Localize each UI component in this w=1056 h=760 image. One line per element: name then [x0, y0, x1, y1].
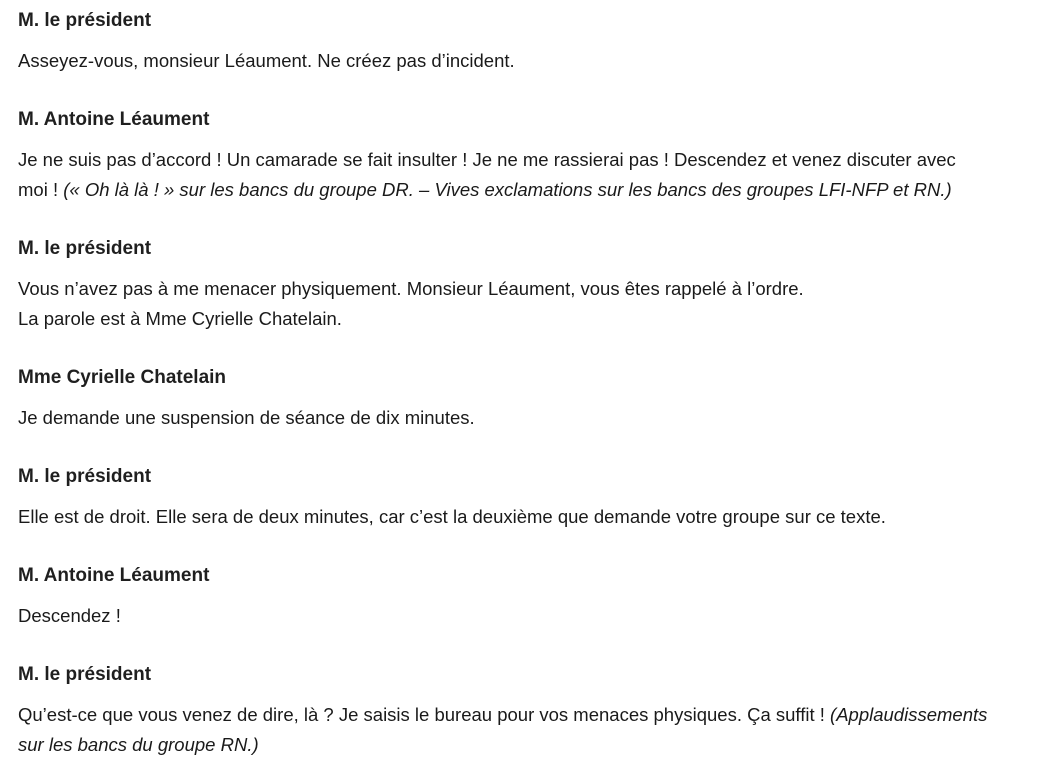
speech-text: [18, 502, 1036, 532]
speech-line: Vous n’avez pas à me menacer physiquement. Monsieur Léaument, vous êtes rappelé à l’ordre.: [18, 278, 804, 299]
speech-line: Asseyez-vous, monsieur Léaument. Ne créez pas d’incident.: [18, 50, 515, 71]
speech-line: La parole est à Mme Cyrielle Chatelain.: [18, 308, 342, 329]
transcript-entry: [18, 664, 1036, 760]
speech-line: [18, 175, 1036, 205]
speaker-name: M. le président: [18, 466, 152, 487]
speaker-name: M. le président: [18, 10, 152, 31]
speech-text: [18, 274, 1036, 334]
speech-text-fragment: Qu’est-ce que vous venez de dire, là ? Je saisis le bureau pour vos menaces physiques. Ça suffit !: [18, 704, 831, 725]
stage-direction: sur les bancs du groupe RN.): [18, 734, 259, 755]
speech-text: [18, 145, 1036, 205]
speech-line: Elle est de droit. Elle sera de deux minutes, car c’est la deuxième que demande votre groupe sur ce texte.: [18, 506, 886, 527]
speaker-name: M. le président: [18, 664, 152, 685]
speech-text: [18, 601, 1036, 631]
stage-direction: (« Oh là là ! » sur les bancs du groupe DR. – Vives exclamations sur les bancs des groupes LFI-NFP et RN.): [63, 179, 952, 200]
speech-line: [18, 700, 1036, 730]
speech-text: [18, 700, 1036, 760]
speech-text: [18, 46, 1036, 76]
speech-line: Je ne suis pas d’accord ! Un camarade se fait insulter ! Je ne me rassierai pas ! Descendez et venez discuter avec: [18, 149, 956, 170]
speech-text-fragment: moi !: [18, 179, 64, 200]
speaker-name: M. Antoine Léaument: [18, 565, 210, 586]
transcript-entry: [18, 565, 1036, 631]
transcript-entry: [18, 109, 1036, 205]
speech-line: Descendez !: [18, 605, 121, 626]
speech-line: Je demande une suspension de séance de dix minutes.: [18, 407, 475, 428]
transcript-entry: [18, 238, 1036, 334]
speech-text: [18, 403, 1036, 433]
speaker-name: Mme Cyrielle Chatelain: [18, 367, 227, 388]
speaker-name: M. le président: [18, 238, 152, 259]
transcript-entry: [18, 10, 1036, 76]
stage-direction: (Applaudissements: [830, 704, 988, 725]
transcript-entry: [18, 367, 1036, 433]
speaker-name: M. Antoine Léaument: [18, 109, 210, 130]
transcript-entry: [18, 466, 1036, 532]
